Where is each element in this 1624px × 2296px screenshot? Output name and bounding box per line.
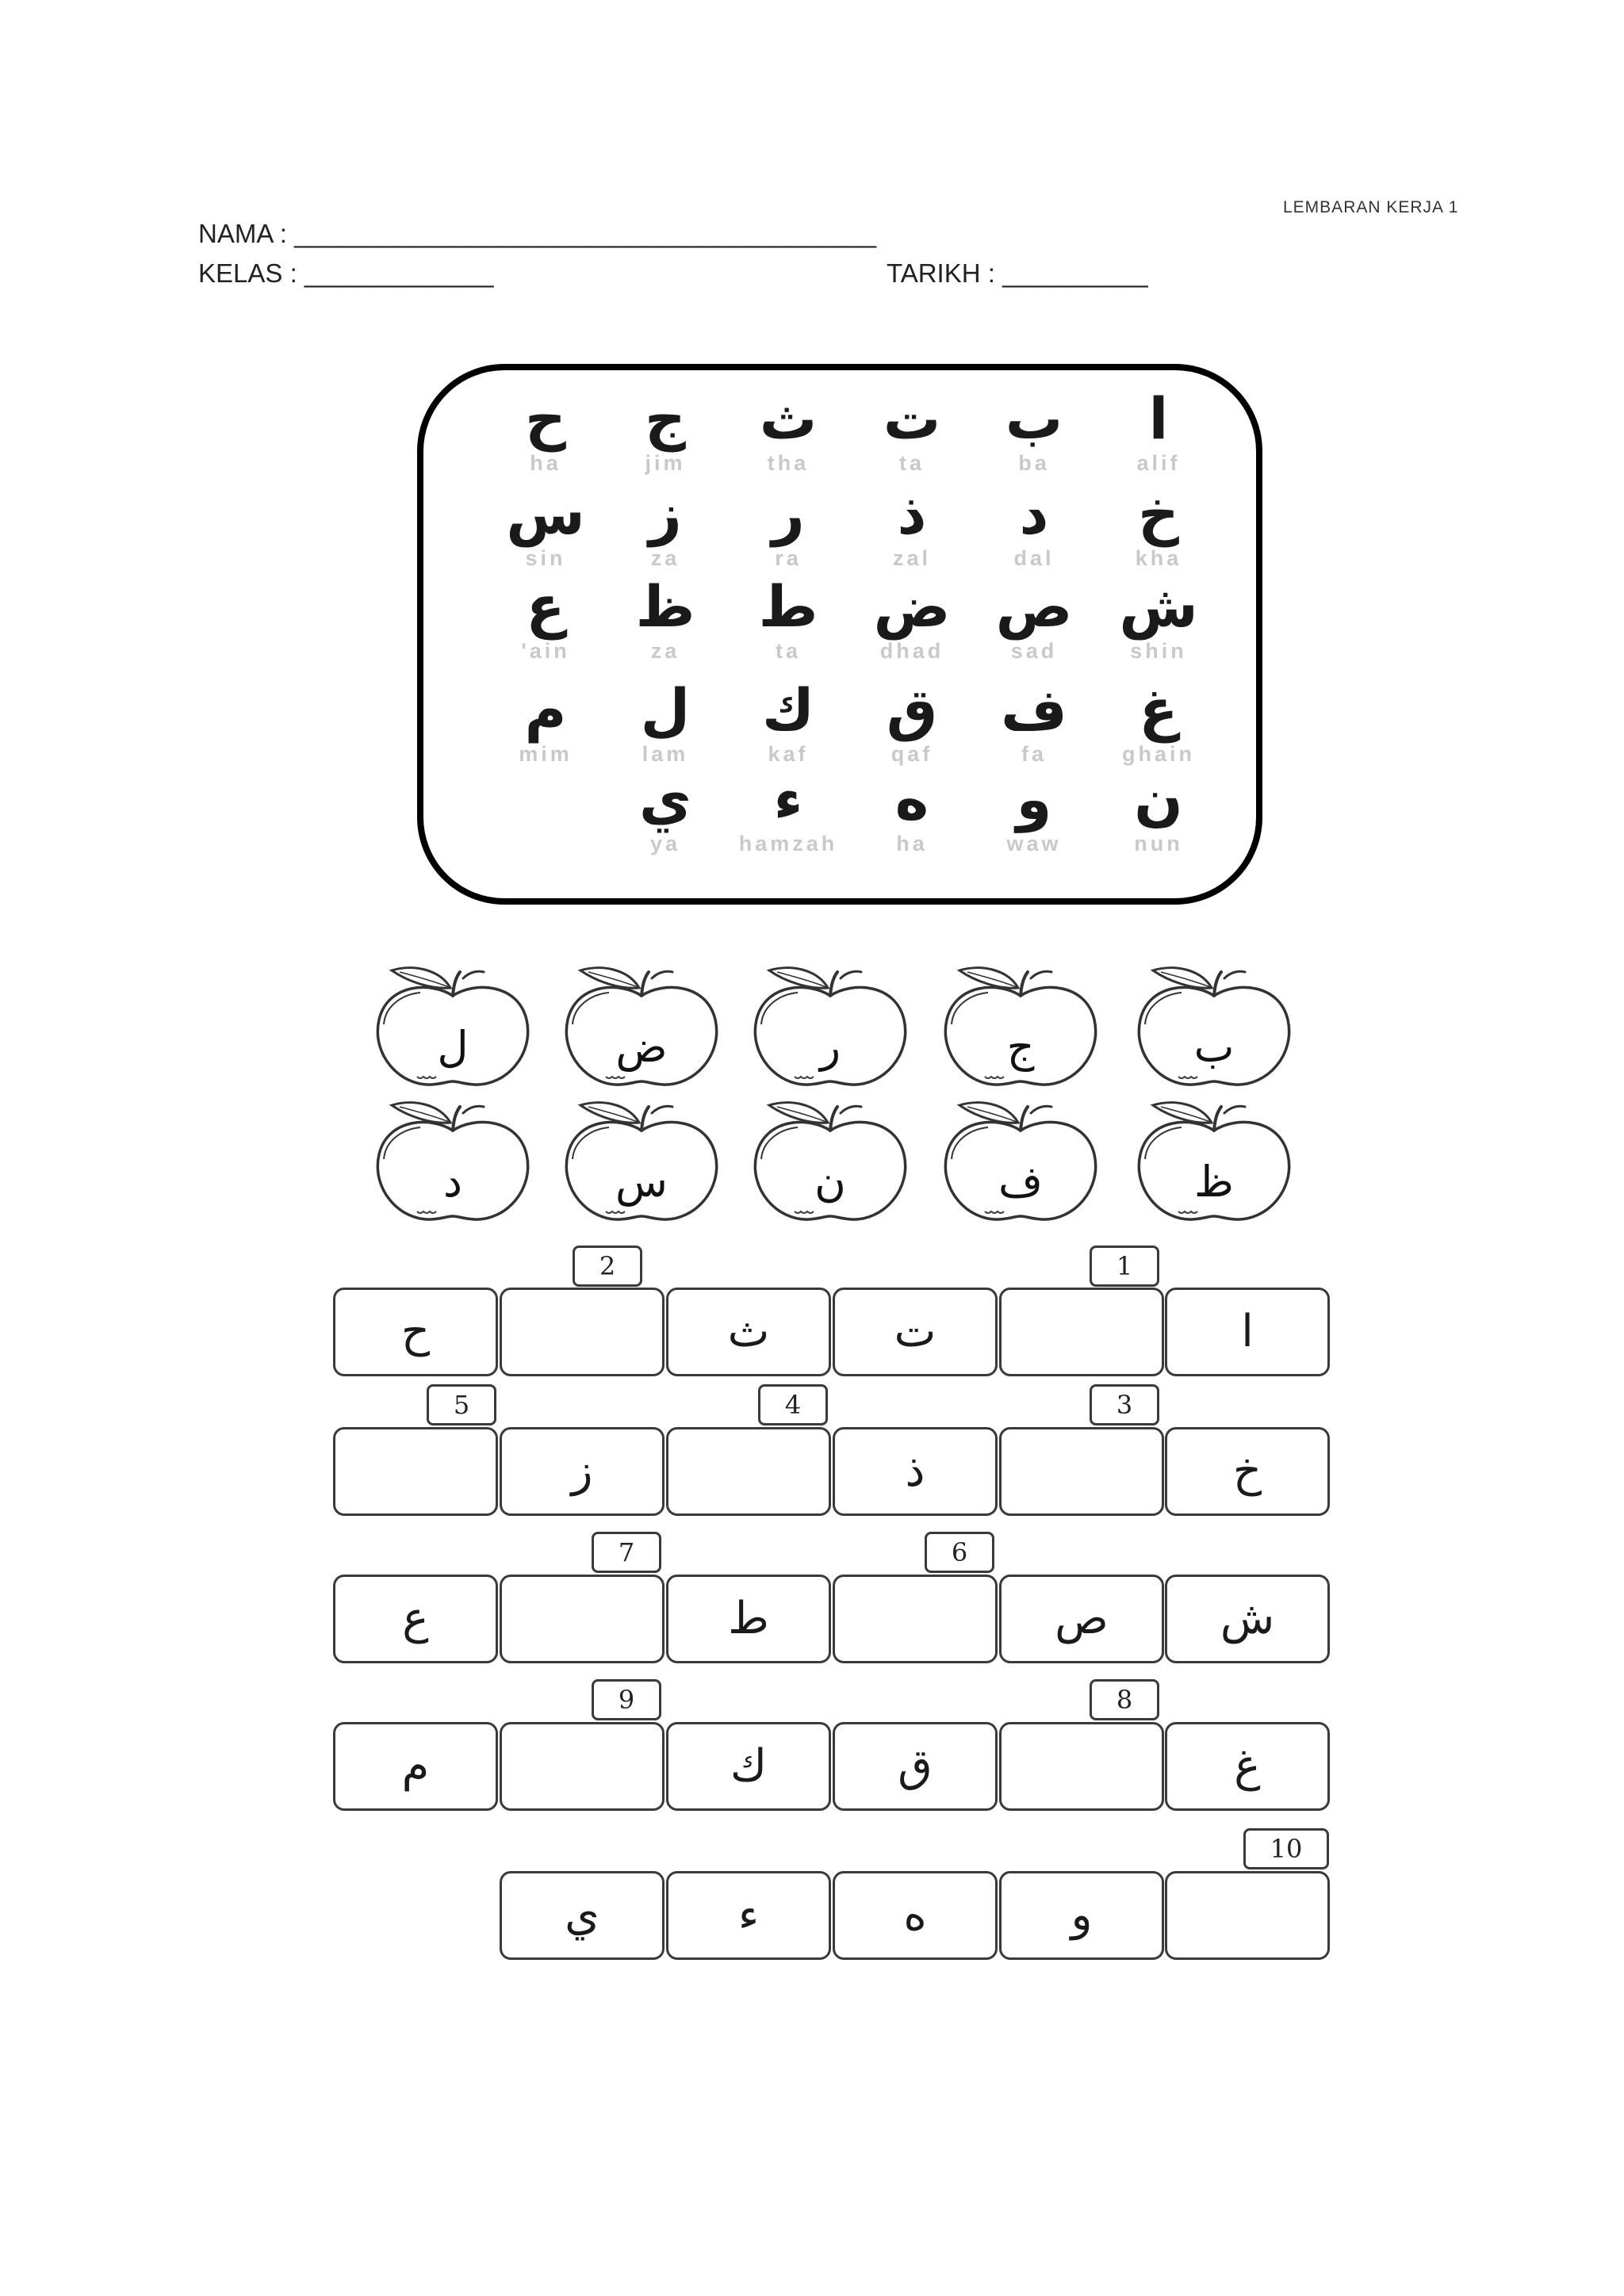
letter-fa: ف fa [1001, 676, 1067, 766]
letter-hamzah: ء hamzah [738, 766, 838, 855]
letter-zal: ذ zal [892, 480, 932, 570]
answer-box-blank[interactable] [333, 1427, 498, 1516]
answer-box-letter: ذ [905, 1445, 925, 1497]
apple-letter-text: د [442, 1157, 463, 1207]
letter-lam: ل lam [640, 676, 691, 766]
answer-box-blank[interactable] [500, 1722, 665, 1811]
answer-box-letter: ث [727, 1306, 770, 1357]
letter-za: ز za [649, 480, 682, 570]
answer-box-given [1165, 1288, 1330, 1376]
answer-box-given [666, 1575, 831, 1663]
answer-box-blank[interactable] [500, 1575, 665, 1663]
answer-box-letter: م [401, 1740, 430, 1792]
answer-box-given [666, 1871, 831, 1960]
apple-letter-text: ض [615, 1022, 668, 1072]
answer-box-given [1165, 1575, 1330, 1663]
apple-letter [1129, 1100, 1299, 1227]
answer-box-given [833, 1722, 998, 1811]
apple-letter [936, 966, 1105, 1093]
worksheet-label: LEMBARAN KERJA 1 [1283, 198, 1459, 216]
answer-box-blank[interactable] [999, 1722, 1164, 1811]
answer-box-blank[interactable] [833, 1575, 998, 1663]
number-tag: 6 [925, 1532, 994, 1573]
answer-box-letter: ز [571, 1445, 593, 1497]
apple-letter-text: ف [998, 1157, 1043, 1207]
letter-ba: ب ba [1005, 385, 1063, 475]
answer-box-letter: ح [400, 1306, 431, 1357]
letter-ra: ر ra [772, 480, 805, 570]
answer-box-given [999, 1575, 1164, 1663]
number-tag: 2 [573, 1246, 642, 1287]
answer-box-blank[interactable] [500, 1288, 665, 1376]
letter-shin: ش shin [1119, 573, 1198, 663]
apple-letter-text: ن [814, 1157, 846, 1207]
letter-alif: ا alif [1136, 385, 1181, 475]
letter-ha: ح ha [525, 385, 566, 475]
answer-box-letter: ص [1055, 1593, 1109, 1644]
letter-jim: ج jim [645, 385, 686, 475]
answer-box-letter: ك [730, 1740, 768, 1792]
letter-sin: س sin [506, 480, 585, 570]
apple-letter [745, 966, 915, 1093]
answer-box-letter: ت [894, 1306, 936, 1357]
letter-ta-heavy: ط ta [758, 573, 818, 663]
letter-ta: ت ta [883, 385, 941, 475]
letter-dhad: ض dhad [873, 573, 951, 663]
answer-box-given [833, 1871, 998, 1960]
letter-sad: ص sad [995, 573, 1073, 663]
apple-letter [936, 1100, 1105, 1227]
apple-letter [1129, 966, 1299, 1093]
apple-letter-text: ب [1193, 1022, 1235, 1072]
answer-box-given [833, 1288, 998, 1376]
alphabet-grid [417, 364, 1262, 905]
number-tag: 8 [1090, 1679, 1159, 1720]
apple-letter-text: ل [437, 1022, 469, 1072]
letter-ha-small: ه ha [894, 766, 929, 855]
answer-box-given [999, 1871, 1164, 1960]
name-field[interactable]: NAMA : ________________________________________ [198, 219, 877, 248]
class-field[interactable]: KELAS : _____________ [198, 258, 494, 288]
apple-letter [557, 966, 726, 1093]
letter-dal: د dal [1013, 480, 1055, 570]
number-tag: 1 [1090, 1246, 1159, 1287]
answer-box-blank[interactable] [999, 1288, 1164, 1376]
number-tag: 5 [427, 1384, 496, 1425]
number-tag: 9 [592, 1679, 661, 1720]
answer-box-letter: خ [1232, 1445, 1262, 1497]
answer-box-blank[interactable] [666, 1427, 831, 1516]
answer-box-letter: و [1071, 1889, 1093, 1941]
number-tag: 4 [758, 1384, 828, 1425]
answer-box-letter: ش [1220, 1593, 1275, 1644]
answer-box-given [666, 1288, 831, 1376]
answer-box-given [333, 1722, 498, 1811]
answer-box-letter: ع [402, 1593, 429, 1644]
letter-za-heavy: ظ za [635, 573, 695, 663]
letter-kha: خ kha [1135, 480, 1182, 570]
answer-box-given [500, 1871, 665, 1960]
apple-letter-text: ج [1006, 1022, 1035, 1072]
apple-letter [368, 966, 538, 1093]
letter-qaf: ق qaf [886, 676, 938, 766]
answer-box-letter: ا [1241, 1306, 1254, 1357]
answer-box-given [1165, 1427, 1330, 1516]
answer-box-given [333, 1575, 498, 1663]
letter-waw: و waw [1006, 766, 1062, 855]
letter-nun: ن nun [1134, 766, 1183, 855]
letter-mim: م mim [519, 676, 573, 766]
apple-letter-text: ر [819, 1022, 841, 1072]
answer-box-blank[interactable] [999, 1427, 1164, 1516]
letter-kaf: ك kaf [762, 676, 814, 766]
apple-letter [745, 1100, 915, 1227]
answer-box-given [1165, 1722, 1330, 1811]
letter-tha: ث tha [759, 385, 818, 475]
apple-letter [557, 1100, 726, 1227]
apple-letter [368, 1100, 538, 1227]
answer-box-given [333, 1288, 498, 1376]
answer-box-given [833, 1427, 998, 1516]
answer-box-letter: ط [728, 1593, 769, 1644]
apple-letter-text: ظ [1194, 1157, 1234, 1207]
answer-box-letter: ه [903, 1889, 927, 1941]
answer-box-given [666, 1722, 831, 1811]
date-field[interactable]: TARIKH : __________ [887, 258, 1148, 288]
letter-ain: ع 'ain [521, 573, 570, 663]
answer-box-letter: غ [1234, 1740, 1261, 1792]
answer-box-letter: ق [898, 1740, 933, 1792]
answer-box-letter: ي [565, 1889, 599, 1941]
number-tag: 10 [1243, 1828, 1329, 1869]
number-tag: 3 [1090, 1384, 1159, 1425]
letter-ya: ي ya [639, 766, 691, 855]
letter-ghain: غ ghain [1122, 676, 1195, 766]
apple-letter-text: س [615, 1157, 668, 1207]
answer-box-given [500, 1427, 665, 1516]
answer-box-blank[interactable] [1165, 1871, 1330, 1960]
number-tag: 7 [592, 1532, 661, 1573]
answer-box-letter: ء [737, 1889, 760, 1941]
